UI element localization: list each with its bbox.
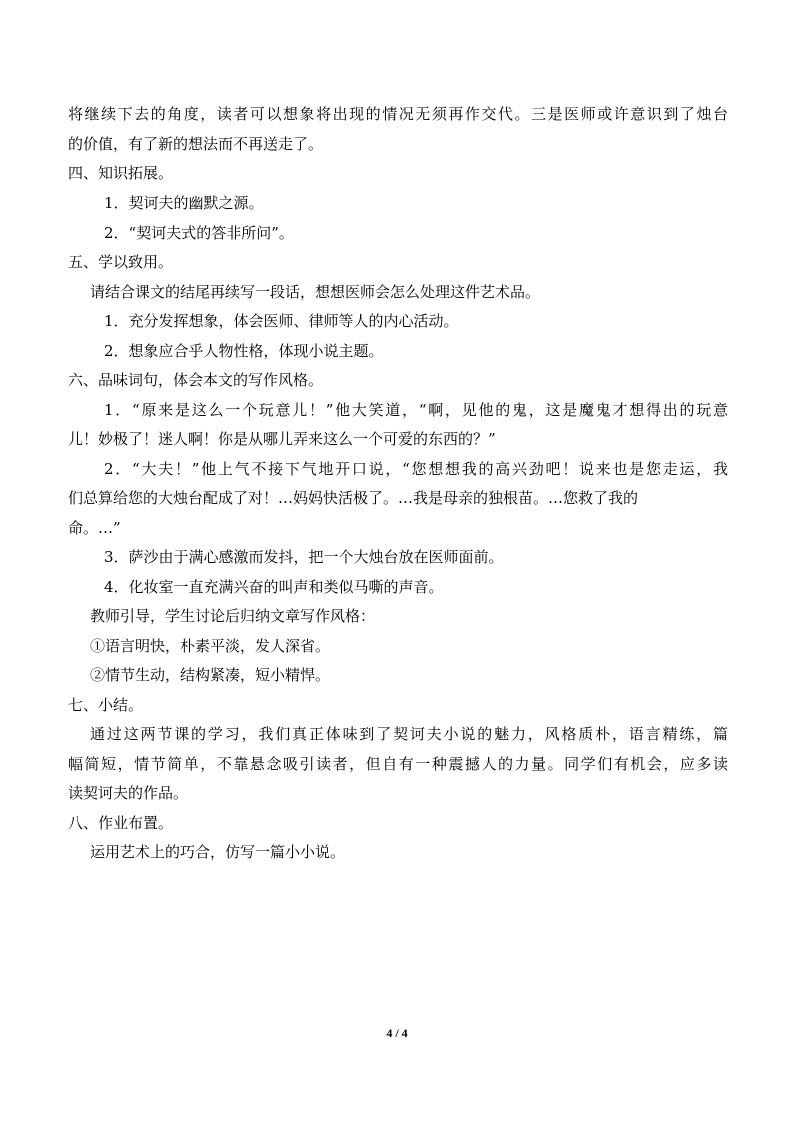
paragraph-line: 通过这两节课的学习，我们真正体味到了契诃夫小说的魅力，风格质朴，语言精练，篇 [90,725,728,743]
list-item: 2．“契诃夫式的答非所问”。 [104,224,294,242]
paragraph-line: 将继续下去的角度，读者可以想象将出现的情况无须再作交代。三是医师或许意识到了烛台 [68,105,728,123]
paragraph-line: 命。…” [68,519,121,537]
paragraph-line: 请结合课文的结尾再续写一段话，想想医师会怎么处理这件艺术品。 [90,283,541,301]
section-heading: 八、作业布置。 [68,814,174,832]
paragraph-line: 读契诃夫的作品。 [68,784,189,802]
list-item: 3．萨沙由于满心感激而发抖，把一个大烛台放在医师面前。 [104,548,504,566]
paragraph-line: 教师引导，学生讨论后归纳文章写作风格： [90,607,376,625]
list-item: 1．“原来是这么一个玩意儿！”他大笑道，“啊，见他的鬼，这是魔鬼才想得出的玩意 [104,401,728,419]
paragraph-line: 的价值，有了新的想法而不再送走了。 [68,135,324,153]
paragraph-line: 儿！妙极了！迷人啊！你是从哪儿弄来这么一个可爱的东西的？” [68,430,496,448]
paragraph-line: 运用艺术上的巧合，仿写一篇小小说。 [90,843,346,861]
section-heading: 七、小结。 [68,696,144,714]
section-heading: 六、品味词句，体会本文的写作风格。 [68,371,324,389]
paragraph-line: 幅简短，情节简单，不靠悬念吸引读者，但自有一种震撼人的力量。同学们有机会，应多读 [68,755,728,773]
list-item: ②情节生动，结构紧凑，短小精悍。 [90,666,331,684]
page-number: 4 / 4 [386,1026,408,1040]
section-heading: 五、学以致用。 [68,253,174,271]
list-item: 2．“大夫！”他上气不接下气地开口说，“您想想我的高兴劲吧！说来也是您走运，我 [104,460,728,478]
paragraph-line: 们总算给您的大烛台配成了对！…妈妈快活极了。…我是母亲的独根苗。…您救了我的 [68,489,639,507]
list-item: 1．充分发挥想象，体会医师、律师等人的内心活动。 [104,312,459,330]
list-item: ①语言明快，朴素平淡，发人深省。 [90,637,331,655]
list-item: 4．化妆室一直充满兴奋的叫声和类似马嘶的声音。 [104,578,444,596]
list-item: 2．想象应合乎人物性格，体现小说主题。 [104,342,384,360]
section-heading: 四、知识拓展。 [68,164,174,182]
list-item: 1．契诃夫的幽默之源。 [104,194,264,212]
